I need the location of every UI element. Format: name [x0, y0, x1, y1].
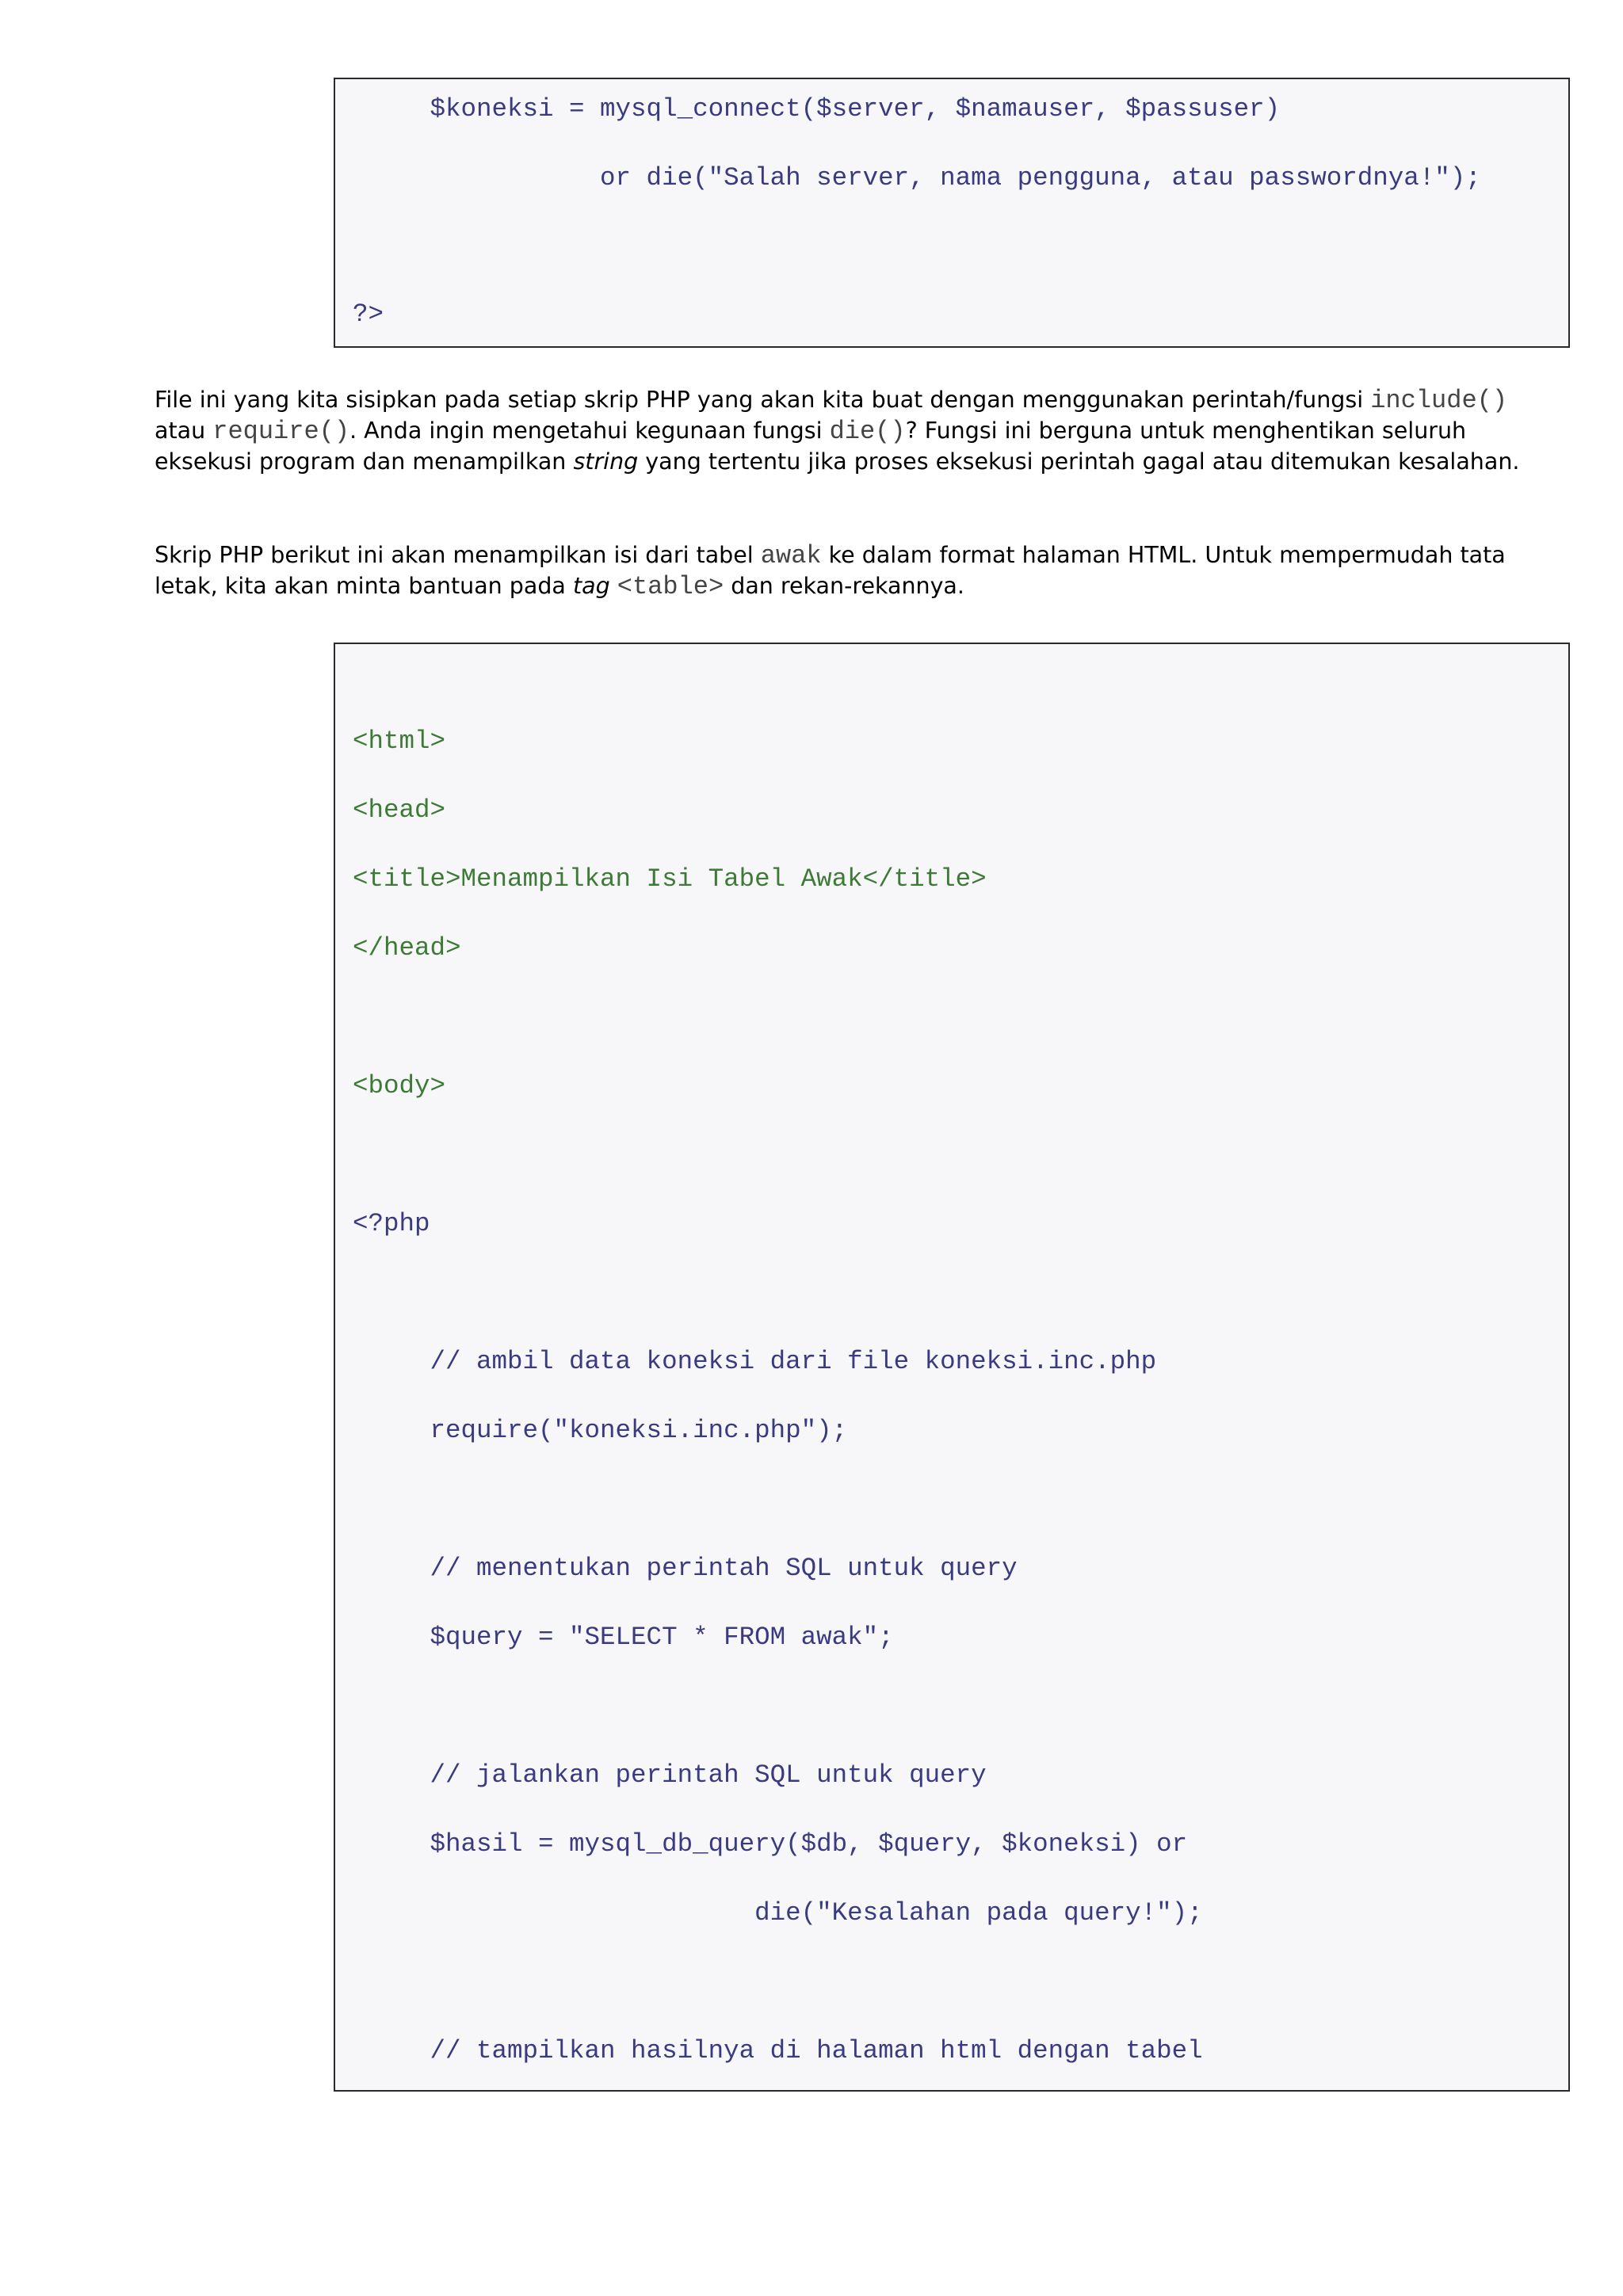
code-line: die("Kesalahan pada query!"); — [353, 1898, 1203, 1928]
paragraph-script-intro — [155, 540, 1565, 602]
code-line: <body> — [353, 1071, 446, 1100]
code-line: <title>Menampilkan Isi Tabel Awak</title> — [353, 864, 987, 894]
code-line: </head> — [353, 933, 461, 963]
inline-code-die: die() — [829, 417, 906, 446]
code-line: $hasil = mysql_db_query($db, $query, $koneksi) or — [353, 1829, 1188, 1859]
code-line: <?php — [353, 1209, 430, 1238]
text-span: yang tertentu jika proses eksekusi perintah gagal atau ditemukan kesalahan. — [638, 448, 1520, 475]
text-span: dan rekan-rekannya. — [724, 573, 964, 599]
code-block-tampil-awak — [334, 643, 1570, 2092]
text-span: . Anda ingin mengetahui kegunaan fungsi — [349, 418, 830, 444]
text-span: ke dalam format halaman HTML. Untuk mempermudah tata letak, kita akan minta bantuan pada — [155, 542, 1506, 599]
code-line: // menentukan perintah SQL untuk query — [353, 1554, 1018, 1583]
code-line: $koneksi = mysql_connect($server, $namauser, $passuser) — [353, 94, 1281, 124]
inline-code-table: <table> — [617, 572, 724, 601]
code-line: <head> — [353, 795, 446, 825]
inline-code-require: require() — [212, 417, 350, 446]
code-line: // jalankan perintah SQL untuk query — [353, 1760, 987, 1790]
code-line: or die("Salah server, nama pengguna, atau passwordnya!"); — [353, 163, 1481, 193]
code-line: // tampilkan hasilnya di halaman html dengan tabel — [353, 2036, 1203, 2065]
code-block-koneksi — [334, 78, 1570, 348]
text-span: Skrip PHP berikut ini akan menampilkan isi dari tabel — [155, 542, 761, 568]
code-line: ?> — [353, 299, 384, 329]
code-line: require("koneksi.inc.php"); — [353, 1416, 848, 1445]
code-line: <html> — [353, 727, 446, 756]
text-span: ? Fungsi ini berguna untuk menghentikan seluruh eksekusi program dan menampilkan — [155, 418, 1467, 475]
emphasis-string: string — [573, 448, 639, 475]
text-span: atau — [155, 418, 213, 444]
text-span: File ini yang kita sisipkan pada setiap skrip PHP yang akan kita buat dengan menggunakan perintah/fungsi — [155, 387, 1371, 413]
code-line: $query = "SELECT * FROM awak"; — [353, 1623, 894, 1652]
emphasis-tag: tag — [572, 573, 610, 599]
paragraph-include-explanation — [155, 385, 1565, 477]
code-line: // ambil data koneksi dari file koneksi.inc.php — [353, 1347, 1157, 1376]
inline-code-include: include() — [1370, 386, 1508, 415]
inline-code-awak: awak — [760, 541, 822, 570]
text-span — [610, 573, 617, 599]
